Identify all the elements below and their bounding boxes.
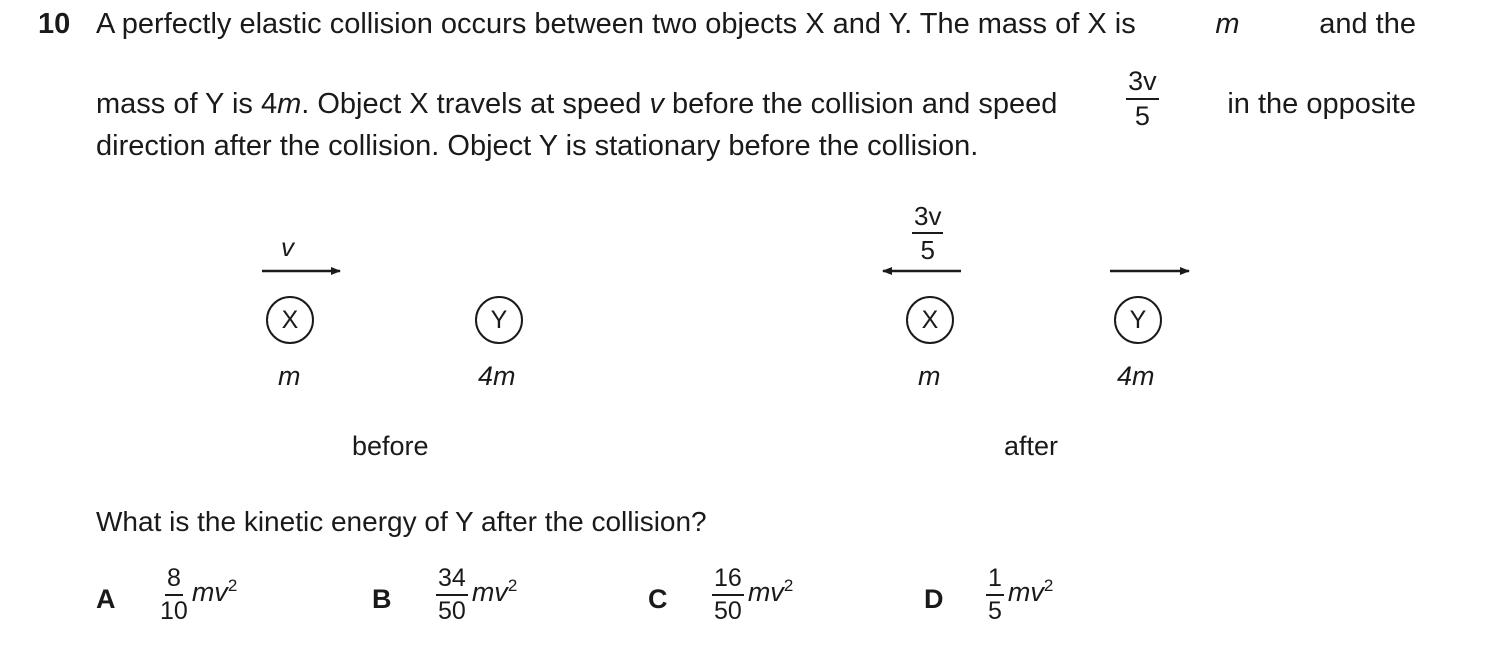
option-c-expression (748, 576, 793, 608)
before-object-y: Y (475, 296, 523, 344)
option-a-expr: mv (191, 577, 228, 607)
before-caption: before (352, 431, 429, 461)
after-object-y: Y (1114, 296, 1162, 344)
after-x-velocity-denominator: 5 (920, 235, 935, 265)
line1-text-b: and the (1319, 8, 1416, 40)
after-x-velocity (912, 203, 943, 263)
line2-text-c: before the collision and speed (672, 87, 1058, 120)
before-y-mass (478, 361, 516, 392)
option-b-denominator: 50 (438, 597, 466, 625)
option-c-denominator: 50 (714, 597, 742, 625)
option-b-expr: mv (471, 577, 508, 607)
option-c-letter: C (648, 584, 668, 614)
option-a-expression (192, 576, 237, 608)
option-c-numerator: 16 (712, 566, 744, 596)
option-d-denominator: 5 (988, 597, 1002, 625)
option-d-expr: mv (1007, 577, 1044, 607)
line2-speed-symbol: v (649, 87, 664, 120)
before-y-mass-text: 4m (478, 361, 516, 391)
after-x-mass: m (918, 361, 941, 391)
option-d-letter: D (924, 584, 944, 614)
option-a-fraction (160, 566, 188, 624)
speed-fraction-denominator: 5 (1134, 101, 1150, 131)
before-x-velocity: v (281, 232, 294, 262)
option-a-denominator: 10 (160, 597, 188, 625)
option-d-value[interactable] (986, 566, 1053, 624)
option-d-power: 2 (1043, 576, 1054, 595)
question-number: 10 (38, 8, 71, 40)
option-a-power: 2 (227, 576, 238, 595)
after-caption: after (1004, 431, 1059, 461)
option-b-power: 2 (507, 576, 518, 595)
option-d-fraction (986, 566, 1004, 624)
option-d-expression (1008, 576, 1053, 608)
line2-mass-symbol: m (277, 87, 302, 120)
option-c-expr: mv (747, 577, 784, 607)
option-d-numerator: 1 (986, 566, 1004, 596)
option-b-letter: B (372, 584, 392, 614)
option-c-fraction (712, 566, 744, 624)
option-b-value[interactable] (436, 566, 517, 624)
after-object-x: X (906, 296, 954, 344)
after-x-velocity-fraction (912, 203, 943, 263)
option-b-numerator: 34 (436, 566, 468, 596)
option-b-expression (472, 576, 517, 608)
before-x-mass: m (278, 361, 301, 391)
before-object-x: X (266, 296, 314, 344)
option-b-fraction (436, 566, 468, 624)
after-x-velocity-numerator: 3v (912, 203, 943, 234)
line1-mass-symbol: m (1215, 8, 1240, 40)
option-c-power: 2 (783, 576, 794, 595)
question-line-3: direction after the collision. Object Y is stationary before the collision. (96, 130, 979, 162)
after-y-mass: 4m (1117, 361, 1155, 391)
option-a-value[interactable] (160, 566, 237, 624)
option-a-numerator: 8 (165, 566, 183, 596)
line2-text-d: in the opposite (1227, 87, 1416, 120)
line1-text-a: A perfectly elastic collision occurs between two objects X and Y. The mass of X is (96, 8, 1136, 40)
speed-fraction-numerator: 3v (1126, 68, 1159, 100)
option-c-value[interactable] (712, 566, 793, 624)
line2-text-b: . Object X travels at speed (301, 87, 642, 120)
line2-text-a: mass of Y is 4 (96, 87, 278, 120)
option-a-letter: A (96, 584, 116, 614)
question-prompt: What is the kinetic energy of Y after the collision? (96, 506, 707, 537)
